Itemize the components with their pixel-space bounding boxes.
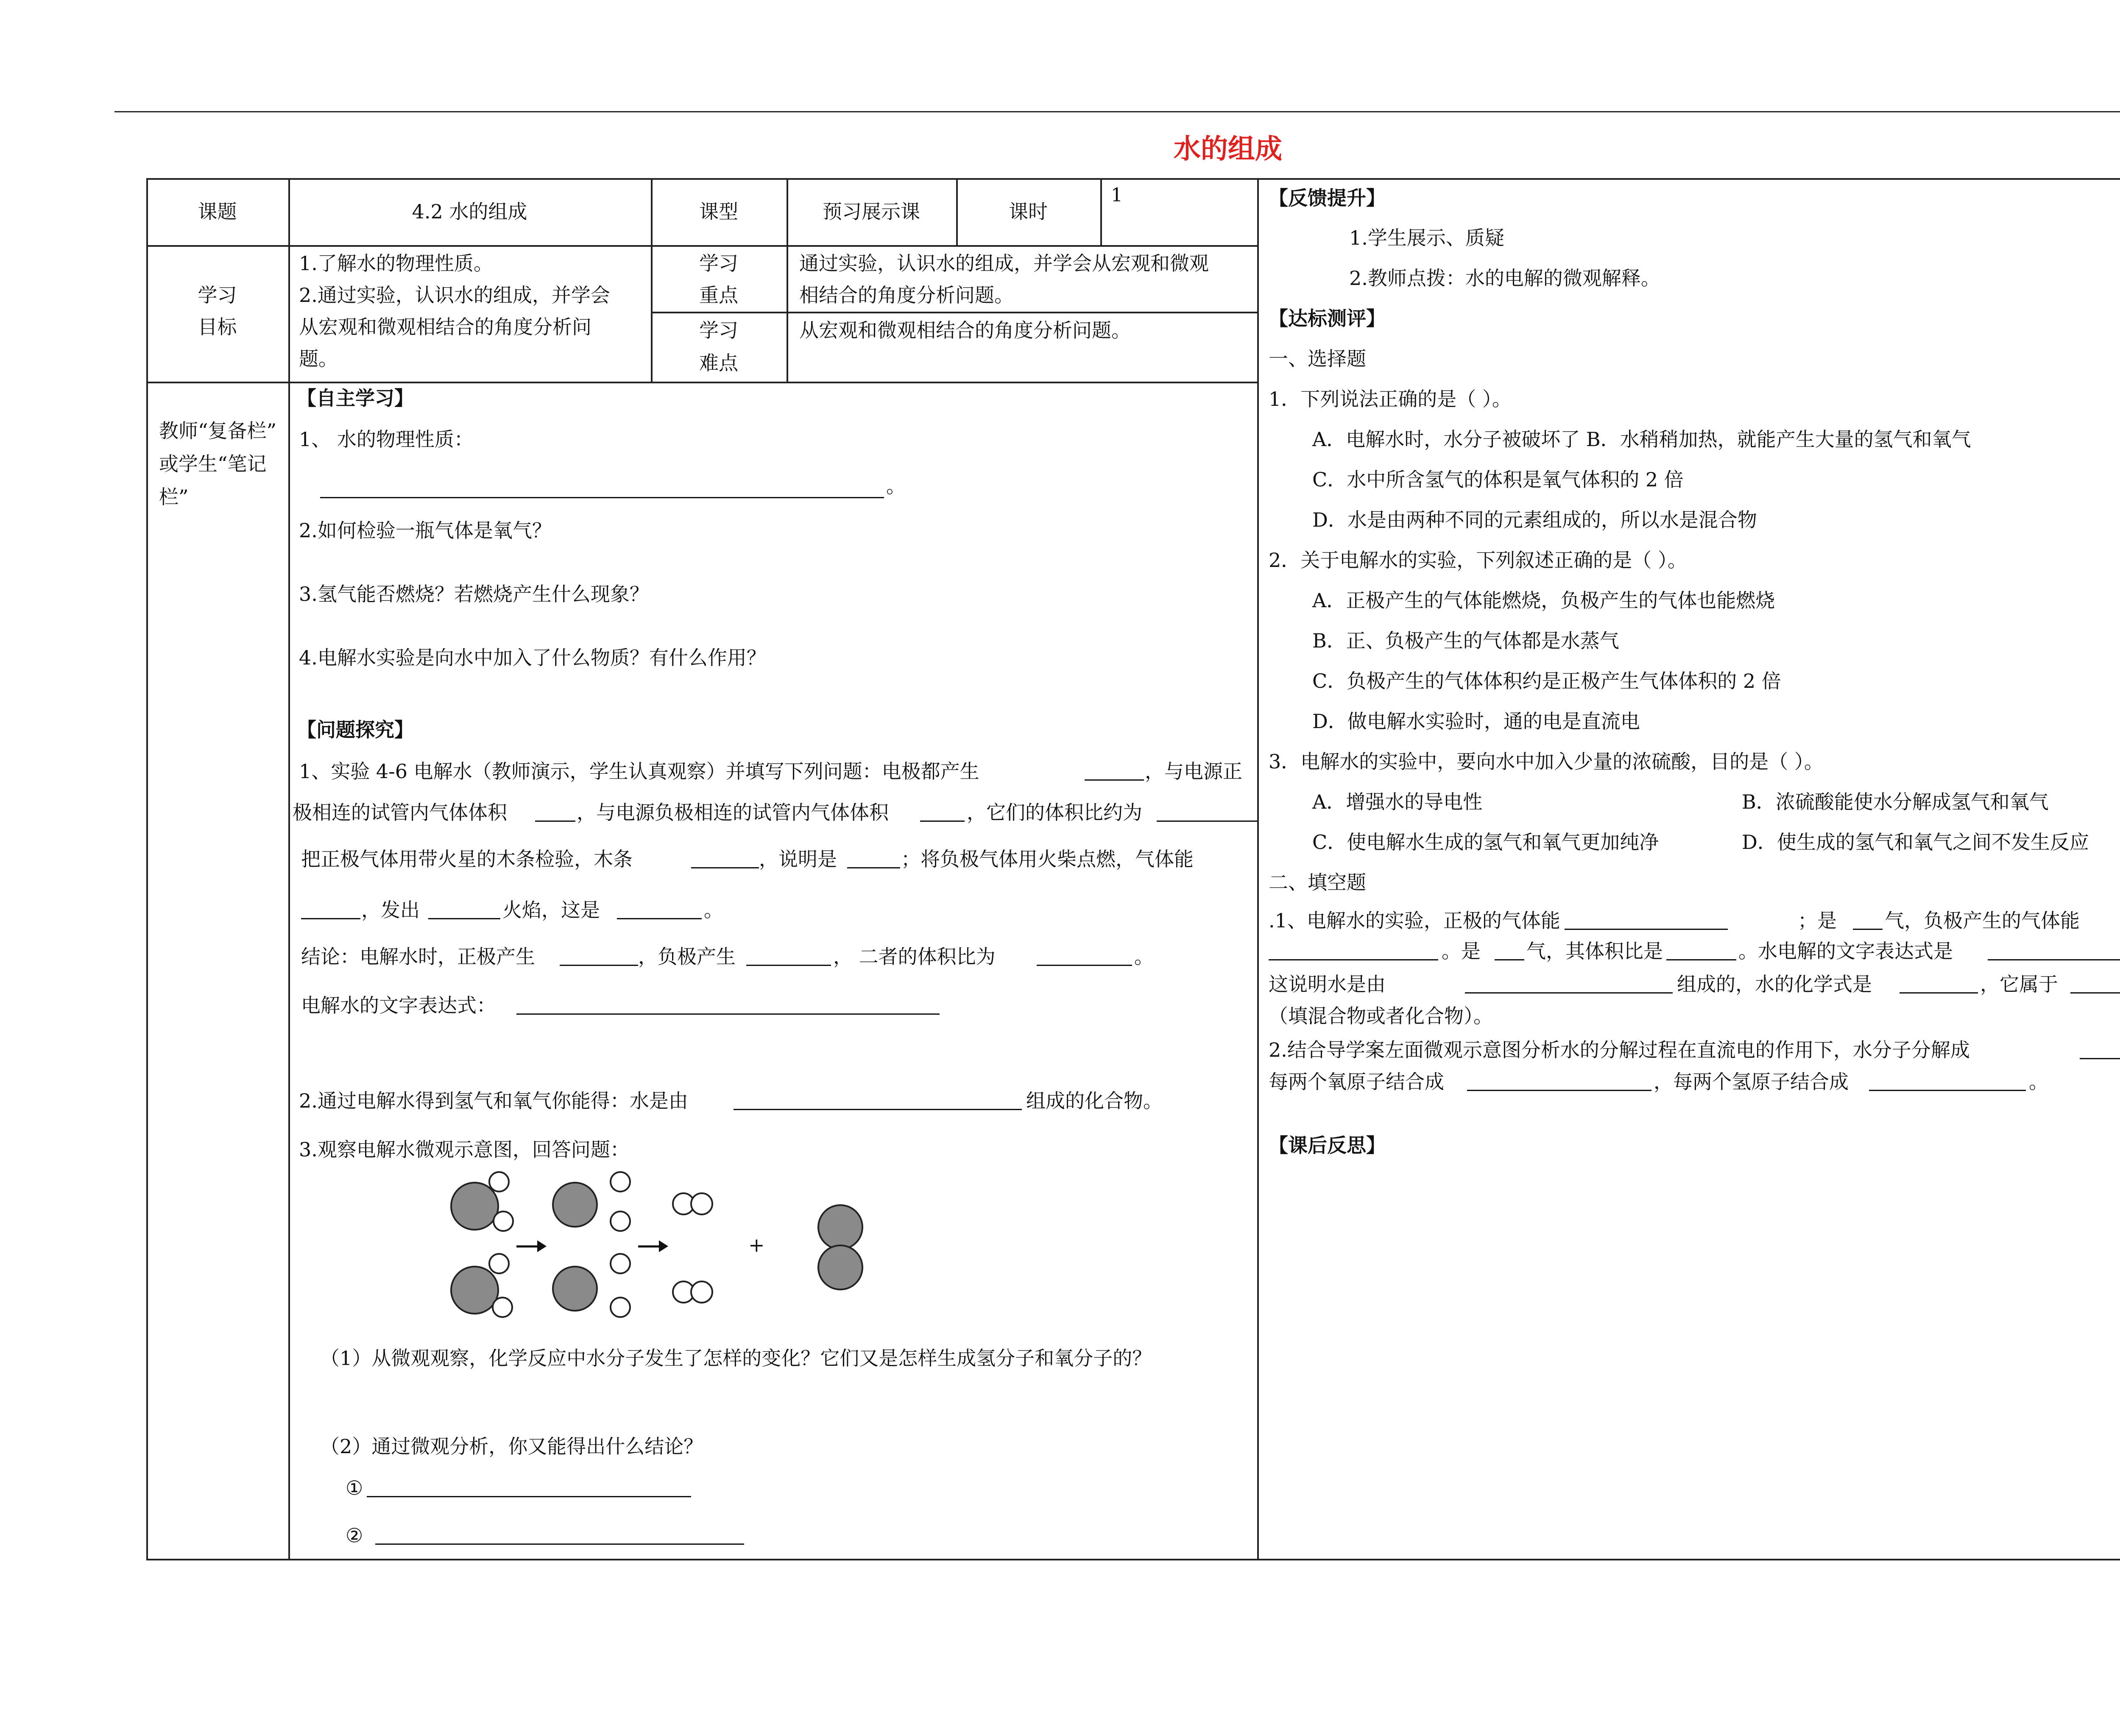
- explore-line-1a: 1、实验 4-6 电解水（教师演示，学生认真观察）并填写下列问题：电极都产生: [299, 760, 979, 783]
- conclusion-c: ， 二者的体积比为: [833, 945, 996, 968]
- answer-line: [1157, 821, 1257, 822]
- fill-1d: 。是: [1442, 940, 1481, 963]
- key-text-2: 相结合的角度分析问题。: [799, 284, 1014, 307]
- explore-line-2b: ，与电源负极相连的试管内气体体积: [577, 801, 889, 824]
- self-study-q1: 1、 水的物理性质：: [299, 428, 474, 451]
- answer-line: [1666, 959, 1736, 960]
- answer-line: [428, 918, 500, 919]
- mc-2-option-d: D．做电解水实验时，通的电是直流电: [1312, 710, 1640, 733]
- conclusion-b: ，负极产生: [638, 945, 736, 968]
- diff-label-1: 学习: [699, 319, 738, 342]
- goal-line-3: 从宏观和微观相结合的角度分析问: [299, 315, 591, 338]
- notes-line-1: 教师“复备栏”: [159, 419, 277, 442]
- answer-line: [1565, 929, 1728, 930]
- feedback-heading: 【反馈提升】: [1269, 187, 1386, 209]
- mc-3-option-a: A．增强水的导电性: [1312, 790, 1483, 813]
- self-study-q3: 3.氢气能否燃烧？若燃烧产生什么现象？: [299, 583, 649, 606]
- hydrogen-atom: [610, 1297, 631, 1318]
- hydrogen-atom: [488, 1171, 510, 1192]
- fill-1c: 气，负极产生的气体能: [1885, 909, 2080, 932]
- course-label: 课题: [198, 200, 237, 223]
- feedback-item-2: 2.教师点拨：水的电解的微观解释。: [1349, 267, 1660, 290]
- row-divider-2: [146, 382, 1259, 383]
- type-value: 预习展示课: [823, 200, 920, 223]
- key-text-1: 通过实验，认识水的组成，并学会从宏观和微观: [799, 252, 1209, 275]
- fill-1k: （填混合物或者化合物）。: [1269, 1005, 1493, 1027]
- feedback-item-1: 1.学生展示、质疑: [1349, 226, 1504, 249]
- hydrogen-molecule-atom: [690, 1281, 713, 1303]
- course-value: 4.2 水的组成: [412, 200, 527, 223]
- explore-line-4b: 火焰，这是: [502, 899, 600, 921]
- answer-line: [1465, 992, 1673, 994]
- oxygen-molecule-atom: [817, 1204, 863, 1250]
- explore-line-3c: ；将负极气体用火柴点燃，气体能: [901, 848, 1194, 871]
- hdr-col-4: [1100, 178, 1102, 246]
- answer-line: [1869, 1090, 2026, 1091]
- answer-line: [847, 867, 900, 868]
- diff-label-2: 难点: [699, 352, 738, 374]
- mc-3-option-b: B．浓硫酸能使水分解成氢气和氧气: [1742, 790, 2049, 813]
- conclusion-d: 。: [1134, 945, 1154, 968]
- row-divider-key: [651, 312, 1259, 313]
- answer-line: [1269, 959, 1438, 960]
- goal-line-4: 题。: [299, 347, 338, 370]
- key-label-1: 学习: [699, 252, 738, 275]
- goals-label-2: 目标: [198, 315, 237, 338]
- fill-1e: 气，其体积比是: [1526, 940, 1663, 963]
- answer-line: [320, 497, 884, 498]
- conclusion-a: 结论：电解水时，正极产生: [301, 945, 535, 968]
- mc-2-option-a: A．正极产生的气体能燃烧，负极产生的气体也能燃烧: [1312, 589, 1775, 612]
- answer-line: [1495, 959, 1524, 960]
- oxygen-atom: [552, 1182, 598, 1228]
- test-heading: 【达标测评】: [1269, 307, 1386, 330]
- page-title: 水的组成: [1174, 133, 1282, 165]
- fill-2a: 2.结合导学案左面微观示意图分析水的分解过程在直流电的作用下，水分子分解成: [1269, 1038, 1970, 1061]
- reaction-arrow: [516, 1245, 540, 1248]
- self-study-q4: 4.电解水实验是向水中加入了什么物质？有什么作用？: [299, 646, 766, 669]
- oxygen-atom: [552, 1266, 598, 1312]
- answer-line: [734, 1109, 1022, 1110]
- oxygen-molecule-atom: [817, 1245, 863, 1290]
- period-label: 课时: [1009, 200, 1048, 223]
- key-label-2: 重点: [699, 284, 738, 307]
- explore-line-2c: ，它们的体积比约为: [967, 801, 1142, 824]
- explore-q2a: 2.通过电解水得到氢气和氧气你能得：水是由: [299, 1089, 688, 1112]
- answer-line: [535, 821, 575, 822]
- answer-line: [1467, 1090, 1651, 1091]
- mc-3-option-d: D．使生成的氢气和氧气之间不发生反应: [1742, 831, 2089, 854]
- conclusion-marker-1: ①: [346, 1476, 363, 1499]
- answer-line: [1037, 965, 1132, 966]
- fill-1a: .1、电解水的实验，正极的气体能: [1269, 909, 1560, 932]
- table-border-left: [146, 178, 148, 1560]
- mc-question-1: 1．下列说法正确的是（ ）。: [1269, 388, 1512, 410]
- answer-line: [1988, 959, 2120, 960]
- answer-line: [375, 1543, 744, 1545]
- answer-line: [367, 1496, 691, 1497]
- mc-question-3: 3．电解水的实验中，要向水中加入少量的浓硫酸，目的是（ ）。: [1269, 750, 1824, 773]
- answer-line: [691, 867, 759, 868]
- hydrogen-atom: [610, 1211, 631, 1232]
- answer-line: [301, 918, 360, 919]
- explore-line-1b: ，与电源正: [1145, 760, 1242, 783]
- answer-line: [746, 965, 831, 966]
- mc-1-option-c: C．水中所含氢气的体积是氧气体积的 2 倍: [1312, 468, 1684, 491]
- mc-question-2: 2．关于电解水的实验，下列叙述正确的是（ ）。: [1269, 549, 1687, 572]
- hydrogen-atom: [493, 1211, 514, 1232]
- col-divider-middle: [1257, 178, 1259, 1560]
- notes-line-3: 栏”: [159, 486, 189, 508]
- answer-line: [2080, 1058, 2120, 1059]
- reaction-arrow: [638, 1245, 661, 1248]
- mc-2-option-b: B．正、负极产生的气体都是水蒸气: [1312, 629, 1619, 652]
- self-study-q1-end: 。: [886, 474, 906, 497]
- explore-line-2a: 极相连的试管内气体体积: [293, 801, 507, 824]
- hydrogen-atom: [610, 1171, 631, 1192]
- table-border-top: [146, 178, 2120, 180]
- explore-q2b: 组成的化合物。: [1026, 1089, 1163, 1112]
- word-equation-label: 电解水的文字表达式：: [301, 994, 496, 1017]
- explore-line-4a: ，发出: [361, 899, 420, 921]
- fill-2c: ，每两个氢原子结合成: [1654, 1070, 1849, 1093]
- period-value: 1: [1111, 184, 1123, 206]
- conclusion-marker-2: ②: [346, 1524, 363, 1547]
- mc-1-options-ab: A．电解水时，水分子被破坏了 B．水稍稍加热，就能产生大量的氢气和氧气: [1312, 428, 1971, 451]
- mc-3-option-c: C．使电解水生成的氢气和氧气更加纯净: [1312, 831, 1659, 854]
- goal-line-1: 1.了解水的物理性质。: [299, 252, 493, 275]
- answer-line: [2070, 992, 2120, 994]
- hydrogen-molecule-atom: [690, 1192, 713, 1215]
- col-divider-notes: [288, 178, 290, 1560]
- table-border-bottom: [146, 1559, 2120, 1560]
- mc-2-option-c: C．负极产生的气体体积约是正极产生气体体积的 2 倍: [1312, 670, 1781, 692]
- explore-sub-question-2: （2）通过微观分析，你又能得出什么结论？: [320, 1435, 703, 1458]
- fill-1i: ，它属于: [1980, 973, 2058, 996]
- fill-2d: 。: [2029, 1070, 2048, 1093]
- fill-2b: 每两个氧原子结合成: [1269, 1070, 1444, 1093]
- goals-label-1: 学习: [198, 284, 237, 307]
- row-divider-1: [146, 245, 1259, 247]
- top-rule: [114, 111, 2120, 112]
- explore-line-4c: 。: [704, 899, 723, 921]
- answer-line: [1853, 929, 1883, 930]
- notes-line-2: 或学生“笔记: [159, 452, 267, 475]
- reflection-heading: 【课后反思】: [1269, 1134, 1386, 1157]
- self-study-q2: 2.如何检验一瓶气体是氧气？: [299, 519, 552, 542]
- fill-1h: 组成的，水的化学式是: [1677, 973, 1872, 996]
- answer-line: [516, 1013, 940, 1015]
- hydrogen-atom: [488, 1253, 510, 1274]
- explore-heading: 【问题探究】: [297, 718, 414, 741]
- answer-line: [560, 965, 638, 966]
- type-label: 课型: [699, 200, 738, 223]
- explore-sub-question-1: （1）从微观观察，化学反应中水分子发生了怎样的变化？它们又是怎样生成氢分子和氧分子的？: [320, 1347, 1152, 1370]
- section-choice: 一、选择题: [1269, 347, 1366, 370]
- explore-line-3a: 把正极气体用带火星的木条检验，木条: [301, 848, 633, 871]
- hydrogen-atom: [610, 1253, 631, 1274]
- explore-line-3b: ，说明是: [759, 848, 837, 871]
- answer-line: [1900, 992, 1978, 994]
- goal-line-2: 2.通过实验，认识水的组成，并学会: [299, 284, 610, 307]
- answer-line: [617, 918, 702, 919]
- fill-1f: 。水电解的文字表达式是: [1738, 940, 1953, 963]
- answer-line: [1085, 779, 1144, 781]
- fill-1b: ；是: [1798, 909, 1837, 932]
- self-study-heading: 【自主学习】: [297, 387, 414, 410]
- fill-1g: 这说明水是由: [1269, 973, 1386, 996]
- diff-text: 从宏观和微观相结合的角度分析问题。: [799, 319, 1131, 342]
- hydrogen-atom: [492, 1297, 513, 1318]
- section-fill: 二、填空题: [1269, 871, 1366, 894]
- mc-1-option-d: D．水是由两种不同的元素组成的，所以水是混合物: [1312, 508, 1757, 531]
- plus-sign: +: [748, 1234, 765, 1256]
- explore-q3: 3.观察电解水微观示意图，回答问题：: [299, 1138, 630, 1161]
- answer-line: [920, 821, 965, 822]
